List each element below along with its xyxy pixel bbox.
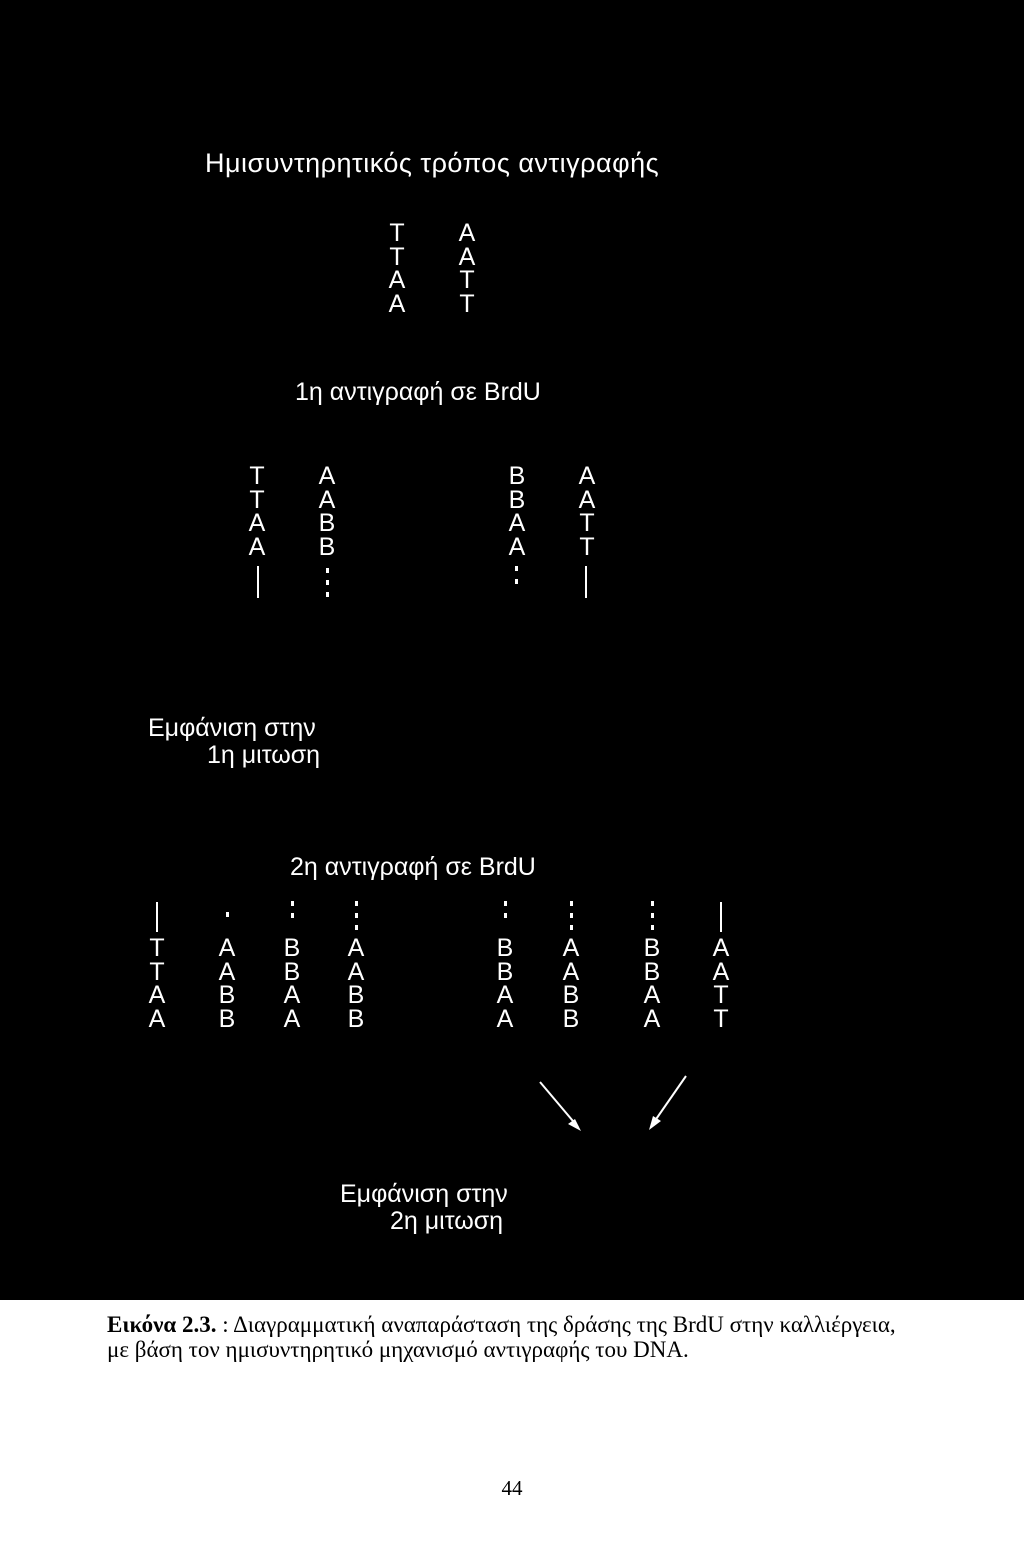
base: B <box>508 462 526 490</box>
base: T <box>149 957 165 986</box>
first-replication-label: 1η αντιγραφή σε BrdU <box>295 378 541 406</box>
base: B <box>283 934 301 962</box>
base: A <box>496 981 514 1009</box>
base: B <box>218 981 236 1009</box>
base: B <box>283 957 301 986</box>
caption-text: : Διαγραμματική αναπαράσταση της δράσης της BrdU στην καλλιέργεια, με βάση τον ημισυντηρητικό μηχανισμό αντιγραφής του DNA. <box>107 1312 896 1362</box>
base: A <box>318 462 336 490</box>
base: T <box>459 266 475 294</box>
base: A <box>248 532 266 561</box>
base: B <box>508 485 526 514</box>
base: T <box>579 509 595 537</box>
base: T <box>149 934 165 962</box>
base: A <box>712 957 730 986</box>
base: B <box>318 509 336 537</box>
second-mitosis-label-line2: 2η μιτωση <box>390 1207 504 1235</box>
base: A <box>712 934 730 962</box>
base: B <box>496 957 514 986</box>
base: A <box>643 1004 661 1033</box>
base: A <box>508 532 526 561</box>
base: T <box>459 289 475 318</box>
second-replication-label: 2η αντιγραφή σε BrdU <box>290 853 536 881</box>
arrow-right <box>649 1076 686 1130</box>
base: B <box>347 1004 365 1033</box>
base: A <box>318 485 336 514</box>
base: T <box>389 219 405 247</box>
base: A <box>458 242 476 271</box>
base: B <box>643 934 661 962</box>
base: A <box>562 934 580 962</box>
first-mitosis-label-line1: Εμφάνιση στην <box>148 714 316 742</box>
second-mitosis-label-line1: Εμφάνιση στην <box>340 1180 508 1208</box>
base: A <box>578 462 596 490</box>
base: A <box>508 509 526 537</box>
base: A <box>283 981 301 1009</box>
base: T <box>713 1004 729 1033</box>
base: A <box>283 1004 301 1033</box>
base: T <box>249 462 265 490</box>
base: T <box>249 485 265 514</box>
arrow-left <box>540 1082 581 1131</box>
base: A <box>578 485 596 514</box>
base: B <box>347 981 365 1009</box>
base: A <box>248 509 266 537</box>
base: B <box>318 532 336 561</box>
base: A <box>388 266 406 294</box>
base: A <box>643 981 661 1009</box>
base: B <box>562 981 580 1009</box>
base: A <box>148 1004 166 1033</box>
page-number: 44 <box>501 1476 523 1500</box>
base: A <box>347 957 365 986</box>
base: A <box>458 219 476 247</box>
base: B <box>562 1004 580 1033</box>
diagram-title: Ημισυντηρητικός τρόπος αντιγραφής <box>205 148 660 178</box>
base: A <box>148 981 166 1009</box>
base: T <box>579 532 595 561</box>
base: B <box>643 957 661 986</box>
base: A <box>218 934 236 962</box>
base: A <box>347 934 365 962</box>
base: A <box>562 957 580 986</box>
base: T <box>713 981 729 1009</box>
base: B <box>218 1004 236 1033</box>
caption-prefix: Εικόνα 2.3. <box>107 1312 217 1337</box>
base: B <box>496 934 514 962</box>
base: A <box>388 289 406 318</box>
figure-caption <box>107 1312 907 1362</box>
base: A <box>496 1004 514 1033</box>
base: A <box>218 957 236 986</box>
base: T <box>389 242 405 271</box>
first-mitosis-label-line2: 1η μιτωση <box>207 741 321 769</box>
